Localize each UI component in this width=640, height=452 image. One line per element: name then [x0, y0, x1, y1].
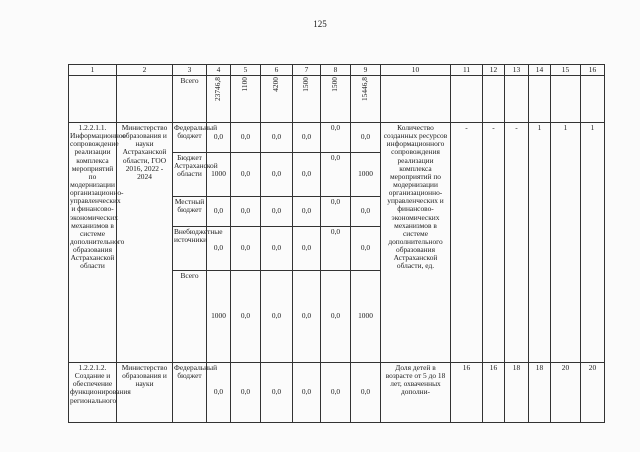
- empty-cell: [551, 76, 581, 123]
- target-value: 20: [551, 363, 581, 423]
- col-number: 14: [529, 65, 551, 76]
- value-cell: 1000: [207, 271, 231, 363]
- value-cell: 0,0: [293, 227, 321, 271]
- target-value: 1: [529, 123, 551, 363]
- measure-name: 1.2.2.1.1. Информационное сопровождение реализации комплекса мероприятий по модернизации организационно-управленческих и финансово-экономических механизмов в системе дополнительного образования Астраханской области: [69, 123, 117, 363]
- value-cell: 0,0: [321, 271, 351, 363]
- target-value: 1: [581, 123, 605, 363]
- col-number: 15: [551, 65, 581, 76]
- source-cell: Федеральный бюджет: [173, 363, 207, 423]
- total-value-text: 23746,8: [213, 77, 223, 102]
- value-cell: 0,0: [321, 197, 351, 227]
- total-value-text: 1100: [240, 77, 250, 92]
- executor: Министерство образования и науки Астраханской области, ГОО 2016, 2022 - 2024: [117, 123, 173, 363]
- measure-name: 1.2.2.1.2. Создание и обеспечение функционирования регионального: [69, 363, 117, 423]
- target-value: -: [483, 123, 505, 363]
- value-cell: 1000: [207, 153, 231, 197]
- target-value: 1: [551, 123, 581, 363]
- empty-cell: [117, 76, 173, 123]
- value-cell: 0,0: [293, 197, 321, 227]
- total-value-text: 1500: [330, 77, 340, 92]
- total-value: [293, 76, 321, 123]
- col-number: 13: [505, 65, 529, 76]
- source-cell: Всего: [173, 271, 207, 363]
- total-value-text: 1500: [301, 77, 311, 92]
- empty-cell: [529, 76, 551, 123]
- col-number: 12: [483, 65, 505, 76]
- value-cell: 0,0: [231, 363, 261, 423]
- value-cell: 0,0: [321, 153, 351, 197]
- total-value: [351, 76, 381, 123]
- value-cell: 0,0: [261, 153, 293, 197]
- total-row-top: [69, 76, 605, 123]
- value-cell: 0,0: [321, 123, 351, 153]
- value-cell: 0,0: [351, 123, 381, 153]
- col-number: 3: [173, 65, 207, 76]
- empty-cell: [451, 76, 483, 123]
- col-number: 16: [581, 65, 605, 76]
- target-value: -: [505, 123, 529, 363]
- value-cell: 0,0: [261, 123, 293, 153]
- value-cell: 0,0: [207, 363, 231, 423]
- value-cell: 0,0: [207, 227, 231, 271]
- empty-cell: [381, 76, 451, 123]
- col-number: 9: [351, 65, 381, 76]
- value-cell: 0,0: [231, 197, 261, 227]
- indicator-name: Количество созданных ресурсов информационного сопровождения реализации комплекса мероприятий по модернизации организационно-управленческих и финансово-экономических механизмов в системе дополнительного образования Астраханской области, ед.: [381, 123, 451, 363]
- indicator-name: Доля детей в возрасте от 5 до 18 лет, охваченных дополни-: [381, 363, 451, 423]
- page-number: 125: [313, 19, 327, 29]
- source-cell: Местный бюджет: [173, 197, 207, 227]
- column-number-row: [69, 65, 605, 76]
- empty-cell: [581, 76, 605, 123]
- executor: Министерство образования и науки: [117, 363, 173, 423]
- col-number: 7: [293, 65, 321, 76]
- value-cell: 0,0: [261, 363, 293, 423]
- value-cell: 0,0: [231, 271, 261, 363]
- total-value: [261, 76, 293, 123]
- target-value: -: [451, 123, 483, 363]
- col-number: 5: [231, 65, 261, 76]
- value-cell: 0,0: [351, 227, 381, 271]
- value-cell: 0,0: [351, 363, 381, 423]
- value-cell: 0,0: [207, 197, 231, 227]
- total-value-text: 15446,8: [360, 77, 370, 102]
- value-cell: 0,0: [231, 227, 261, 271]
- value-cell: 0,0: [261, 271, 293, 363]
- col-number: 1: [69, 65, 117, 76]
- source-cell: Бюджет Астраханской области: [173, 153, 207, 197]
- total-value-text: 4200: [271, 77, 281, 92]
- value-cell: 0,0: [293, 123, 321, 153]
- value-cell: 0,0: [231, 123, 261, 153]
- value-cell: 0,0: [261, 227, 293, 271]
- col-number: 4: [207, 65, 231, 76]
- col-number: 6: [261, 65, 293, 76]
- target-value: 16: [483, 363, 505, 423]
- col-number: 2: [117, 65, 173, 76]
- value-cell: 0,0: [351, 197, 381, 227]
- budget-table: [68, 64, 605, 423]
- target-value: 20: [581, 363, 605, 423]
- value-cell: 0,0: [293, 271, 321, 363]
- source-cell: Всего: [173, 76, 207, 123]
- empty-cell: [69, 76, 117, 123]
- total-value: [321, 76, 351, 123]
- col-number: 8: [321, 65, 351, 76]
- block2-row-federal: [69, 363, 605, 423]
- value-cell: 1000: [351, 271, 381, 363]
- empty-cell: [505, 76, 529, 123]
- target-value: 16: [451, 363, 483, 423]
- col-number: 11: [451, 65, 483, 76]
- block1-row-federal: [69, 123, 605, 153]
- total-value: [231, 76, 261, 123]
- value-cell: 0,0: [321, 227, 351, 271]
- value-cell: 0,0: [293, 363, 321, 423]
- value-cell: 0,0: [321, 363, 351, 423]
- value-cell: 0,0: [293, 153, 321, 197]
- source-cell: Федеральный бюджет: [173, 123, 207, 153]
- target-value: 18: [505, 363, 529, 423]
- value-cell: 0,0: [231, 153, 261, 197]
- value-cell: 0,0: [207, 123, 231, 153]
- empty-cell: [483, 76, 505, 123]
- value-cell: 1000: [351, 153, 381, 197]
- source-cell: Внебюджетные источники: [173, 227, 207, 271]
- target-value: 18: [529, 363, 551, 423]
- col-number: 10: [381, 65, 451, 76]
- value-cell: 0,0: [261, 197, 293, 227]
- total-value: [207, 76, 231, 123]
